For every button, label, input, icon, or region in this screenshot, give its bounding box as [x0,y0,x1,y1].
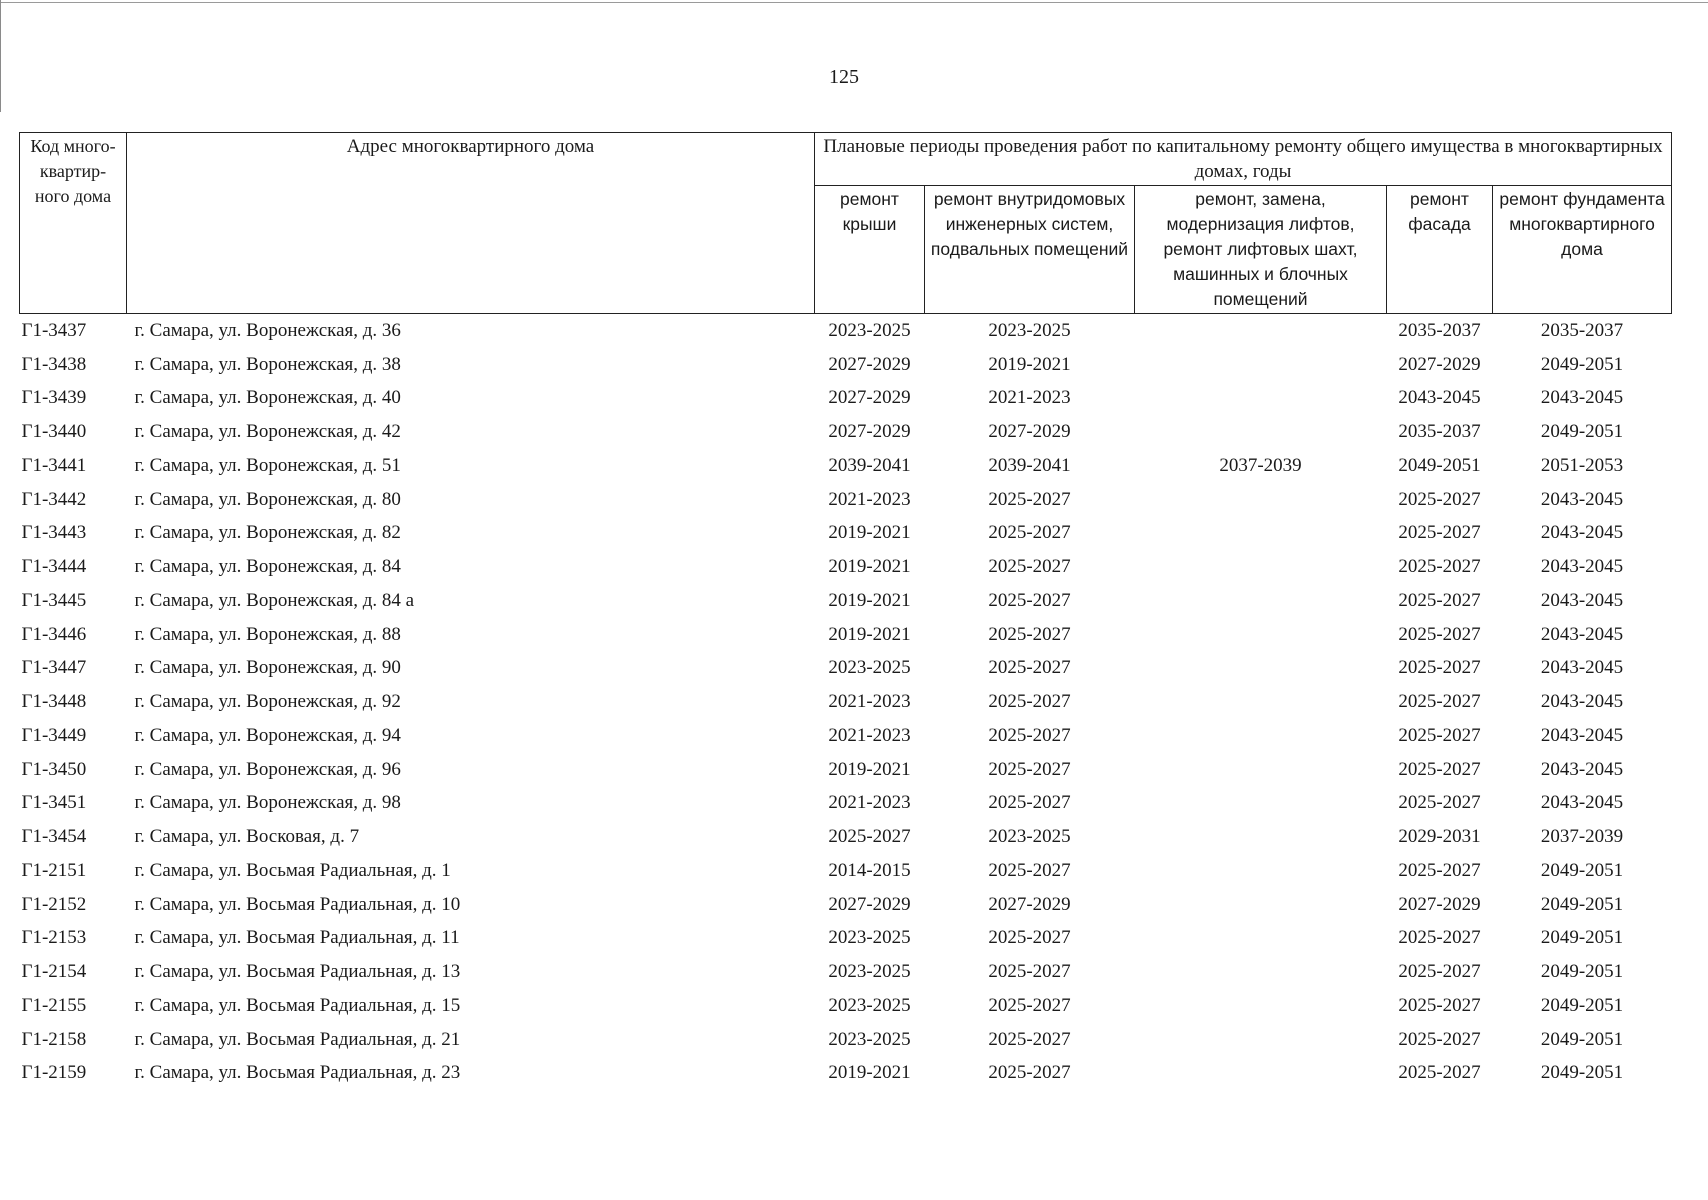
cell-engineering: 2025-2027 [988,859,1071,881]
cell-facade: 2025-2027 [1398,1062,1481,1084]
cell-engineering: 2025-2027 [988,994,1071,1016]
cell-foundation: 2049-2051 [1540,1062,1624,1084]
cell-address: г. Самара, ул. Воронежская, д. 84 а [134,589,415,611]
cell-roof: 2019-2021 [828,1062,911,1084]
cell-facade: 2027-2029 [1398,893,1481,915]
cell-facade: 2025-2027 [1398,623,1481,645]
header-periods: Плановые периоды проведения работ по капитальному ремонту общего имущества в многоквартирных домах, годы [815,133,1672,186]
cell-engineering: 2023-2025 [988,826,1071,848]
cell-code: Г1-3450 [21,758,87,780]
cell-engineering: 2025-2027 [988,589,1071,611]
cell-code: Г1-2151 [21,859,87,881]
cell-lifts: 2037-2039 [1219,454,1302,476]
cell-foundation: 2049-2051 [1540,1028,1624,1050]
table-row [20,550,1672,584]
cell-lifts [1135,618,1387,652]
cell-facade: 2025-2027 [1398,657,1481,679]
cell-foundation: 2043-2045 [1540,758,1624,780]
cell-address: г. Самара, ул. Воронежская, д. 88 [134,623,401,645]
cell-roof: 2039-2041 [828,454,911,476]
cell-engineering: 2023-2025 [988,319,1071,341]
cell-facade: 2029-2031 [1398,826,1481,848]
header-code: Код много-квартир-ного дома [20,133,127,314]
cell-lifts [1135,989,1387,1023]
cell-lifts [1135,415,1387,449]
cell-foundation: 2049-2051 [1540,421,1624,443]
cell-foundation: 2043-2045 [1540,488,1624,510]
cell-engineering: 2025-2027 [988,488,1071,510]
cell-lifts [1135,584,1387,618]
cell-lifts [1135,314,1387,348]
cell-roof: 2021-2023 [828,691,911,713]
table-row [20,652,1672,686]
cell-facade: 2025-2027 [1398,994,1481,1016]
cell-roof: 2025-2027 [828,826,911,848]
table-row [20,989,1672,1023]
cell-engineering: 2025-2027 [988,1062,1071,1084]
cell-code: Г1-3442 [21,488,87,510]
cell-address: г. Самара, ул. Восьмая Радиальная, д. 21 [134,1028,461,1050]
table-row [20,449,1672,483]
cell-code: Г1-3439 [21,387,87,409]
cell-facade: 2025-2027 [1398,1028,1481,1050]
cell-code: Г1-2155 [21,994,87,1016]
cell-foundation: 2043-2045 [1540,589,1624,611]
cell-foundation: 2043-2045 [1540,691,1624,713]
cell-facade: 2025-2027 [1398,961,1481,983]
cell-code: Г1-3443 [21,522,87,544]
cell-code: Г1-3444 [21,556,87,578]
scan-top-edge [0,2,1708,3]
table-row [20,314,1672,348]
table-row [20,888,1672,922]
cell-foundation: 2035-2037 [1540,319,1624,341]
cell-engineering: 2025-2027 [988,691,1071,713]
cell-address: г. Самара, ул. Воронежская, д. 38 [134,353,401,375]
cell-lifts [1135,820,1387,854]
cell-roof: 2019-2021 [828,589,911,611]
cell-roof: 2014-2015 [828,859,911,881]
cell-engineering: 2025-2027 [988,1028,1071,1050]
table-body [20,314,1672,1091]
cell-address: г. Самара, ул. Воронежская, д. 36 [134,319,401,341]
table-row [20,685,1672,719]
cell-foundation: 2043-2045 [1540,623,1624,645]
cell-facade: 2035-2037 [1398,421,1481,443]
cell-code: Г1-2152 [21,893,87,915]
table-row [20,348,1672,382]
cell-code: Г1-3441 [21,454,87,476]
cell-facade: 2035-2037 [1398,319,1481,341]
cell-lifts [1135,517,1387,551]
cell-foundation: 2049-2051 [1540,893,1624,915]
cell-address: г. Самара, ул. Воронежская, д. 98 [134,792,401,814]
cell-code: Г1-3440 [21,421,87,443]
cell-engineering: 2025-2027 [988,961,1071,983]
cell-foundation: 2043-2045 [1540,522,1624,544]
cell-foundation: 2049-2051 [1540,353,1624,375]
cell-address: г. Самара, ул. Восьмая Радиальная, д. 11 [134,927,460,949]
table-header [20,133,1672,314]
cell-foundation: 2049-2051 [1540,859,1624,881]
cell-address: г. Самара, ул. Воронежская, д. 84 [134,556,401,578]
cell-facade: 2027-2029 [1398,353,1481,375]
cell-lifts [1135,753,1387,787]
cell-address: г. Самара, ул. Воронежская, д. 42 [134,421,401,443]
cell-roof: 2021-2023 [828,488,911,510]
table-row [20,584,1672,618]
cell-code: Г1-2159 [21,1062,87,1084]
cell-roof: 2023-2025 [828,657,911,679]
cell-roof: 2023-2025 [828,319,911,341]
cell-code: Г1-2154 [21,961,87,983]
cell-code: Г1-3448 [21,691,87,713]
cell-address: г. Самара, ул. Восьмая Радиальная, д. 1 [134,859,451,881]
repair-schedule-table [19,132,1672,1090]
table-row [20,483,1672,517]
cell-engineering: 2025-2027 [988,927,1071,949]
table-row [20,922,1672,956]
cell-roof: 2019-2021 [828,623,911,645]
cell-roof: 2019-2021 [828,556,911,578]
cell-lifts [1135,787,1387,821]
table-row [20,517,1672,551]
cell-lifts [1135,888,1387,922]
cell-facade: 2049-2051 [1398,454,1481,476]
table-row [20,1057,1672,1091]
cell-code: Г1-3445 [21,589,87,611]
cell-facade: 2025-2027 [1398,758,1481,780]
cell-code: Г1-3451 [21,792,87,814]
header-foundation: ремонт фундамента многоквартирного дома [1493,186,1672,314]
table-row [20,753,1672,787]
cell-foundation: 2043-2045 [1540,657,1624,679]
cell-foundation: 2043-2045 [1540,387,1624,409]
cell-roof: 2019-2021 [828,758,911,780]
cell-lifts [1135,955,1387,989]
cell-facade: 2025-2027 [1398,859,1481,881]
cell-facade: 2025-2027 [1398,927,1481,949]
header-lifts: ремонт, замена, модернизация лифтов, ремонт лифтовых шахт, машинных и блочных помещений [1135,186,1387,314]
table-row [20,820,1672,854]
cell-facade: 2025-2027 [1398,556,1481,578]
cell-foundation: 2049-2051 [1540,961,1624,983]
cell-code: Г1-3449 [21,724,87,746]
cell-address: г. Самара, ул. Восьмая Радиальная, д. 13 [134,961,461,983]
cell-lifts [1135,483,1387,517]
cell-foundation: 2051-2053 [1540,454,1624,476]
cell-address: г. Самара, ул. Восьмая Радиальная, д. 10 [134,893,461,915]
cell-code: Г1-3454 [21,826,87,848]
cell-facade: 2043-2045 [1398,387,1481,409]
cell-address: г. Самара, ул. Воронежская, д. 90 [134,657,401,679]
cell-engineering: 2027-2029 [988,421,1071,443]
cell-address: г. Самара, ул. Воронежская, д. 51 [134,454,401,476]
cell-facade: 2025-2027 [1398,522,1481,544]
cell-code: Г1-2158 [21,1028,87,1050]
cell-lifts [1135,348,1387,382]
cell-lifts [1135,550,1387,584]
cell-lifts [1135,854,1387,888]
cell-foundation: 2037-2039 [1540,826,1624,848]
cell-facade: 2025-2027 [1398,691,1481,713]
table-row [20,382,1672,416]
cell-facade: 2025-2027 [1398,724,1481,746]
table-row [20,719,1672,753]
cell-facade: 2025-2027 [1398,488,1481,510]
cell-code: Г1-3437 [21,319,87,341]
cell-roof: 2023-2025 [828,994,911,1016]
table-row [20,955,1672,989]
header-row-group [20,133,1672,186]
cell-foundation: 2043-2045 [1540,792,1624,814]
cell-roof: 2019-2021 [828,522,911,544]
cell-roof: 2023-2025 [828,961,911,983]
table-row [20,1023,1672,1057]
cell-engineering: 2021-2023 [988,387,1071,409]
cell-address: г. Самара, ул. Воронежская, д. 92 [134,691,401,713]
table-row [20,415,1672,449]
cell-address: г. Самара, ул. Воронежская, д. 96 [134,758,401,780]
cell-engineering: 2027-2029 [988,893,1071,915]
cell-code: Г1-3438 [21,353,87,375]
cell-address: г. Самара, ул. Восьмая Радиальная, д. 23 [134,1062,461,1084]
cell-engineering: 2025-2027 [988,792,1071,814]
cell-address: г. Самара, ул. Воронежская, д. 82 [134,522,401,544]
cell-code: Г1-3446 [21,623,87,645]
cell-address: г. Самара, ул. Воронежская, д. 94 [134,724,401,746]
table-row [20,854,1672,888]
cell-address: г. Самара, ул. Восковая, д. 7 [134,826,360,848]
cell-roof: 2021-2023 [828,792,911,814]
cell-engineering: 2019-2021 [988,353,1071,375]
cell-engineering: 2025-2027 [988,623,1071,645]
cell-roof: 2027-2029 [828,353,911,375]
cell-roof: 2027-2029 [828,893,911,915]
table-row [20,787,1672,821]
cell-foundation: 2043-2045 [1540,724,1624,746]
cell-lifts [1135,382,1387,416]
header-address: Адрес многоквартирного дома [127,133,815,314]
cell-roof: 2027-2029 [828,421,911,443]
cell-lifts [1135,922,1387,956]
cell-roof: 2023-2025 [828,1028,911,1050]
cell-address: г. Самара, ул. Восьмая Радиальная, д. 15 [134,994,461,1016]
cell-facade: 2025-2027 [1398,589,1481,611]
cell-roof: 2021-2023 [828,724,911,746]
cell-code: Г1-3447 [21,657,87,679]
cell-address: г. Самара, ул. Воронежская, д. 40 [134,387,401,409]
header-facade: ремонт фасада [1387,186,1493,314]
cell-engineering: 2025-2027 [988,758,1071,780]
cell-lifts [1135,1023,1387,1057]
cell-foundation: 2049-2051 [1540,994,1624,1016]
page-number: 125 [829,66,859,88]
cell-code: Г1-2153 [21,927,87,949]
cell-foundation: 2049-2051 [1540,927,1624,949]
table-row [20,618,1672,652]
cell-lifts [1135,685,1387,719]
cell-engineering: 2039-2041 [988,454,1071,476]
cell-engineering: 2025-2027 [988,556,1071,578]
cell-facade: 2025-2027 [1398,792,1481,814]
cell-roof: 2027-2029 [828,387,911,409]
cell-lifts [1135,652,1387,686]
cell-roof: 2023-2025 [828,927,911,949]
cell-foundation: 2043-2045 [1540,556,1624,578]
scan-left-edge [0,0,1,112]
cell-address: г. Самара, ул. Воронежская, д. 80 [134,488,401,510]
cell-engineering: 2025-2027 [988,657,1071,679]
header-engineering: ремонт внутридомовых инженерных систем, подвальных помещений [925,186,1135,314]
cell-engineering: 2025-2027 [988,724,1071,746]
cell-lifts [1135,719,1387,753]
cell-lifts [1135,1057,1387,1091]
header-roof: ремонт крыши [815,186,925,314]
cell-engineering: 2025-2027 [988,522,1071,544]
